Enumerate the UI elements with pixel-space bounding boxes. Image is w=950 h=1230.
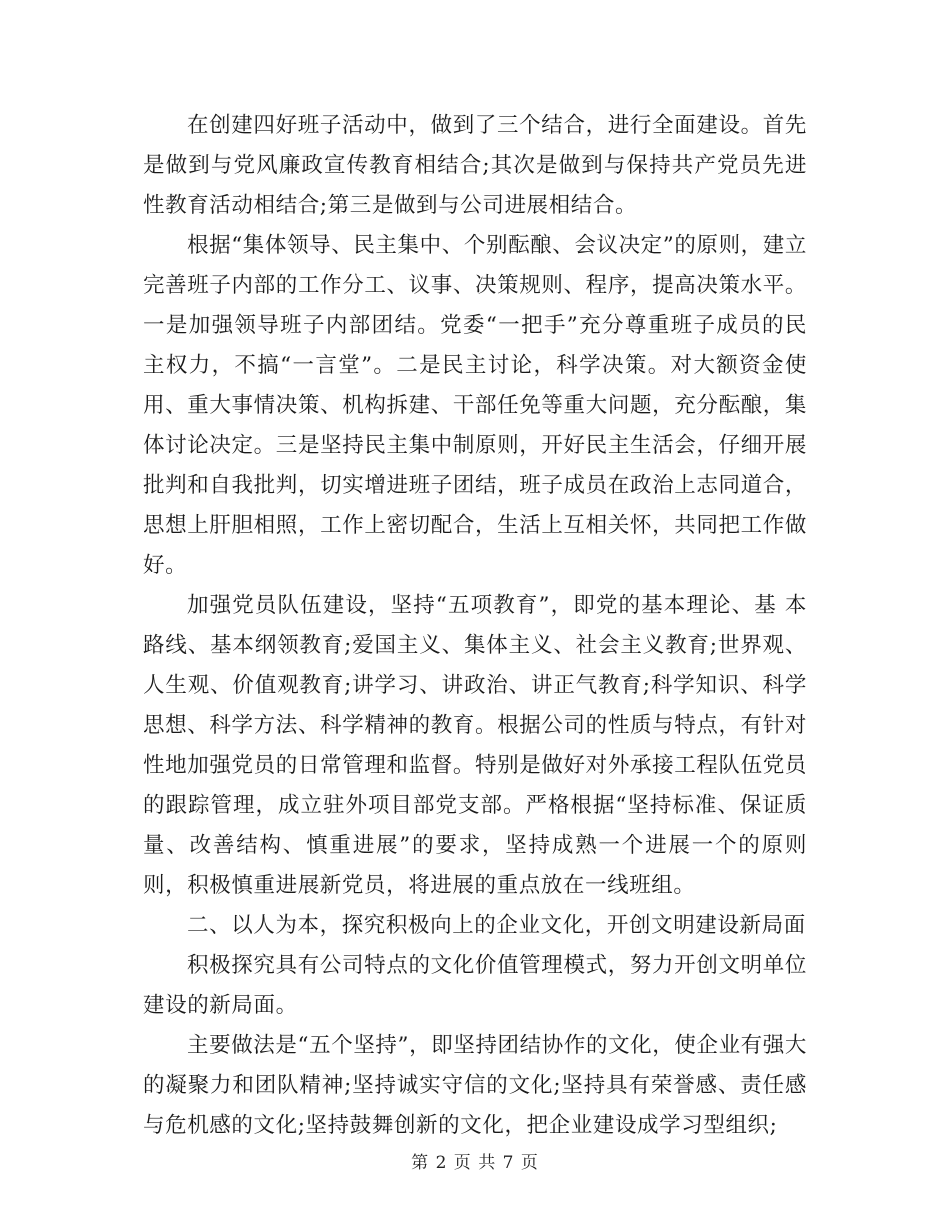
page-number-footer: 第 2 页 共 7 页	[411, 1153, 539, 1173]
section-heading-corporate-culture: 二、以人为本，探究积极向上的企业文化，开创文明建设新局面	[187, 913, 806, 938]
paragraph-party-member-building: 加强党员队伍建设，坚持“五项教育”，即党的基本理论、基 本路线、基本纲领教育;爱国主义、集体主义、社会主义教育;世界观、人生观、价值观教育;讲学习、讲政治、讲正气教育;科学知识、科学思想、科学方法、科学精神的教育。根据公司的性质与特点，有针对性地加强党员的日常管理和监督。特别是做好对外承接工程队伍党员的跟踪管理，成立驻外项目部党支部。严格根据“坚持标准、保证质量、改善结构、慎重进展”的要求，坚持成熟一个进展一个的原则则，积极慎重进展新党员，将进展的重点放在一线班组。	[143, 593, 807, 898]
paragraph-collective-leadership: 根据“集体领导、民主集中、个别酝酿、会议决定”的原则，建立完善班子内部的工作分工、议事、决策规则、程序，提高决策水平。一是加强领导班子内部团结。党委“一把手”充分尊重班子成员的民主权力，不搞“一言堂”。二是民主讨论，科学决策。对大额资金使用、重大事情决策、机构拆建、干部任免等重大问题，充分酝酿，集体讨论决定。三是坚持民主集中制原则，开好民主生活会，仔细开展批判和自我批判，切实增进班子团结，班子成员在政治上志同道合，思想上肝胆相照，工作上密切配合，生活上互相关怀，共同把工作做好。	[143, 233, 807, 578]
paragraph-four-good-teams: 在创建四好班子活动中，做到了三个结合，进行全面建设。首先是做到与党风廉政宣传教育相结合;其次是做到与保持共产党员先进性教育活动相结合;第三是做到与公司进展相结合。	[143, 113, 807, 218]
document-body	[143, 106, 807, 1146]
paragraph-five-persistences: 主要做法是“五个坚持”，即坚持团结协作的文化，使企业有强大的凝聚力和团队精神;坚持诚实守信的文化;坚持具有荣誉感、责任感与危机感的文化;坚持鼓舞创新的文化，把企业建设成学习型组织;	[143, 1033, 807, 1138]
paragraph-culture-management: 积极探究具有公司特点的文化价值管理模式，努力开创文明单位建设的新局面。	[143, 953, 807, 1018]
